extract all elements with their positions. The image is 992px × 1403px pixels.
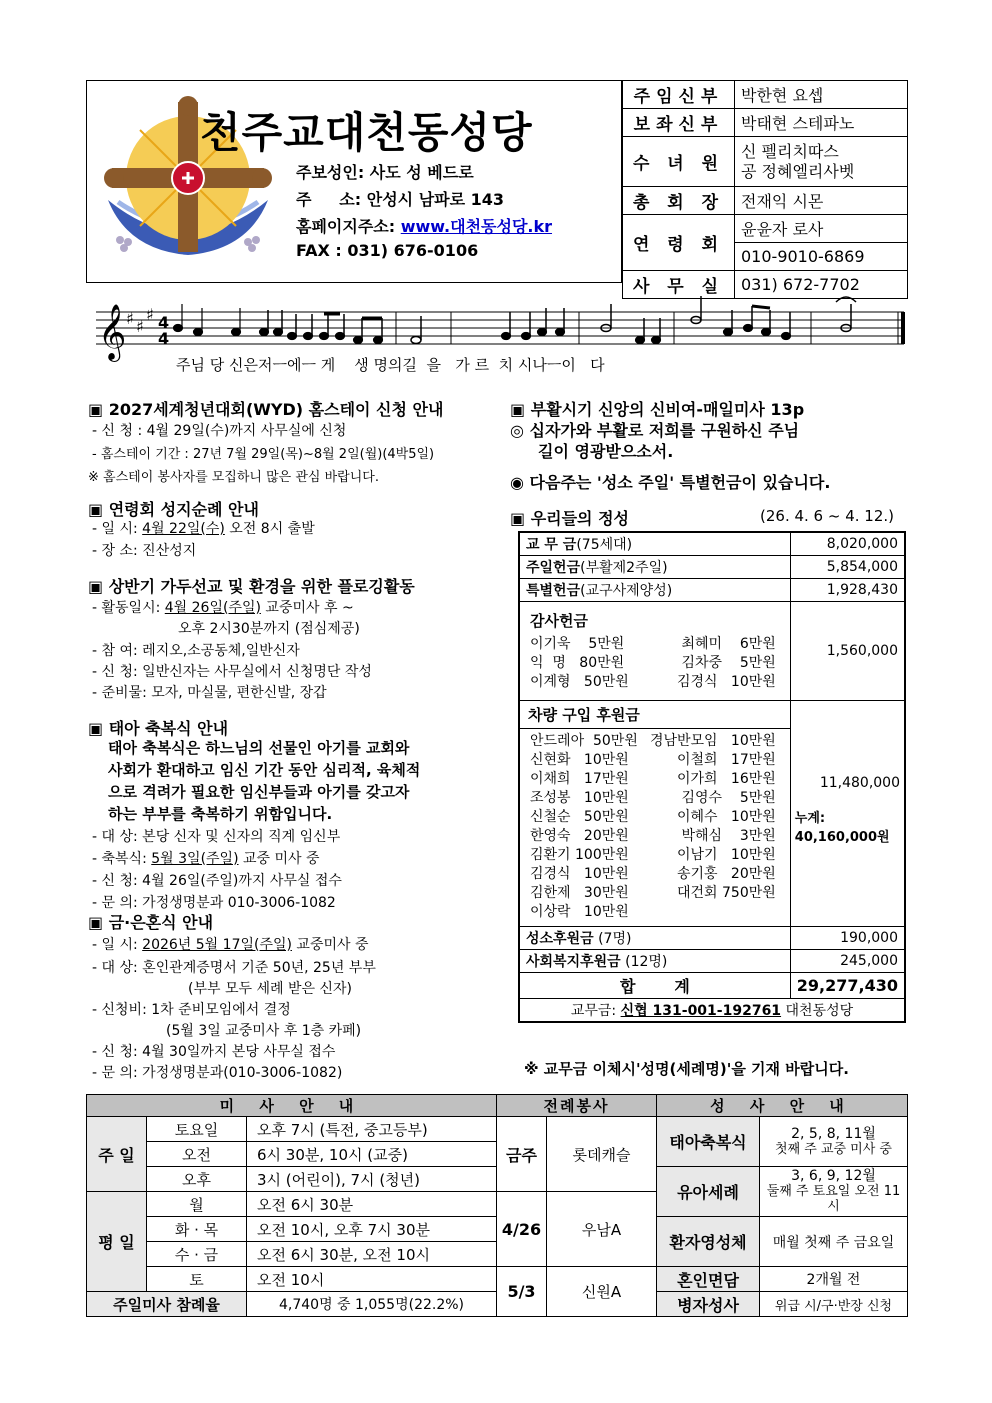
baby-desc-4: 하는 부부를 축복하기 위함입니다. bbox=[108, 805, 333, 823]
staff-name-block bbox=[735, 137, 908, 187]
staff-row bbox=[623, 109, 908, 137]
staff-table bbox=[622, 80, 908, 299]
prayer-line-1: ◎ 십자가와 부활로 저희를 구원하신 주님 bbox=[510, 421, 800, 440]
offering-label bbox=[519, 579, 790, 602]
wedding-date bbox=[92, 934, 369, 954]
car-amount: 11,480,000 bbox=[819, 775, 900, 791]
wyd-apply: - 신 청 : 4월 29일(수)까지 사무실에 신청 bbox=[92, 423, 347, 439]
welfare-amount: 245,000 bbox=[790, 950, 905, 973]
time: 교중미사 후 ~ bbox=[260, 600, 354, 616]
donor-row bbox=[530, 770, 776, 789]
offering-row bbox=[519, 999, 905, 1023]
wyd-title: ▣ 2027세계청년대회(WYD) 홈스테이 신청 안내 bbox=[88, 400, 444, 419]
baby-desc-2: 사회가 환대하고 임신 기간 동안 심리적, 육체적 bbox=[108, 761, 421, 779]
schedule-table bbox=[86, 1094, 908, 1317]
offering-row bbox=[519, 950, 905, 973]
mass-time: 오전 10시 bbox=[247, 1267, 497, 1292]
date: 4월 22일(수) bbox=[142, 521, 225, 537]
info1: 3, 6, 9, 12월 bbox=[791, 1168, 876, 1184]
offering-row bbox=[519, 579, 905, 602]
parish-name: 천주교대천동성당 bbox=[200, 108, 533, 157]
svg-text:♯: ♯ bbox=[136, 317, 144, 336]
car-block bbox=[519, 701, 790, 927]
mass-time: 오전 6시 30분 bbox=[247, 1192, 497, 1217]
baby-target: - 대 상: 본당 신자 및 신자의 직계 임신부 bbox=[92, 829, 341, 845]
welfare-label bbox=[519, 950, 790, 973]
account-number: 신협 131-001-192761 bbox=[620, 1003, 782, 1019]
staff-name: 공 정혜엘리사벳 bbox=[741, 161, 855, 181]
info1: 2, 5, 8, 11월 bbox=[791, 1125, 876, 1142]
label: 성소후원금 bbox=[526, 931, 594, 947]
staff-name: 박한현 요셉 bbox=[735, 81, 908, 109]
mass-day: 토요일 bbox=[147, 1117, 247, 1142]
donor-entry: 박해심 3만원 bbox=[681, 828, 776, 844]
label: - 일 시: bbox=[92, 937, 143, 953]
offering-amount: 5,854,000 bbox=[790, 556, 905, 579]
label: 특별헌금 bbox=[526, 583, 581, 599]
vocation-label bbox=[519, 927, 790, 950]
pilgrimage-place: - 장 소: 진산성지 bbox=[92, 543, 197, 559]
donor-entry: 이상락 10만원 bbox=[530, 904, 629, 920]
treble-clef: 𝄞 bbox=[98, 304, 127, 360]
mass-day: 수 · 금 bbox=[147, 1242, 247, 1267]
sacrament-name: 환자영성체 bbox=[657, 1217, 760, 1267]
donor-entry: 김한제 30만원 bbox=[530, 885, 629, 901]
plogging-end: 오후 2시30분까지 (점심제공) bbox=[178, 621, 360, 637]
donor-entry: 한영숙 20만원 bbox=[530, 828, 629, 844]
donor-row bbox=[530, 751, 776, 770]
donor-row bbox=[530, 673, 776, 692]
donor-entry: 김경식 10만원 bbox=[676, 674, 776, 690]
prayer-line-2: 길이 영광받으소서. bbox=[538, 442, 674, 461]
label: - 일 시: bbox=[92, 521, 143, 537]
offering-period: (26. 4. 6 ~ 4. 12.) bbox=[760, 507, 894, 525]
donor-entry: 신철순 50만원 bbox=[530, 809, 629, 825]
sacrament-info: 2개월 전 bbox=[760, 1267, 908, 1292]
donor-entry: 신현화 10만원 bbox=[530, 752, 629, 768]
serve-week: 5/3 bbox=[497, 1267, 547, 1317]
staff-name: 전재익 시몬 bbox=[735, 187, 908, 215]
donor-entry: 이기욱 5만원 bbox=[530, 636, 625, 652]
offering-row bbox=[519, 701, 905, 927]
wedding-anniv-title: ▣ 금·은혼식 안내 bbox=[88, 913, 214, 932]
baby-apply: - 신 청: 4월 26일(주일)까지 사무실 접수 bbox=[92, 873, 342, 889]
mass-header: 미 사 안 내 bbox=[87, 1095, 497, 1117]
donor-row bbox=[530, 789, 776, 808]
mass-day: 오전 bbox=[147, 1142, 247, 1167]
donor-entry: 이계형 50만원 bbox=[530, 674, 629, 690]
car-total-label: 누계: bbox=[794, 811, 826, 826]
serve-group: 우남A bbox=[547, 1192, 657, 1267]
donor-row bbox=[530, 846, 776, 865]
fax: FAX : 031) 676-0106 bbox=[296, 241, 479, 260]
donor-row bbox=[530, 808, 776, 827]
weekday-label: 평 일 bbox=[87, 1192, 147, 1292]
easter-reading: ▣ 부활시기 신앙의 신비여-매일미사 13p bbox=[510, 400, 805, 419]
donor-row bbox=[530, 884, 776, 903]
offering-row bbox=[519, 973, 905, 999]
sub: (부활제2주일) bbox=[580, 560, 668, 576]
pilgrimage-date bbox=[92, 518, 315, 538]
donor-entry: 경남반모임 10만원 bbox=[649, 733, 776, 749]
next-week-notice: ◉ 다음주는 '성소 주일' 특별헌금이 있습니다. bbox=[510, 473, 831, 492]
svg-text:♯: ♯ bbox=[146, 305, 154, 324]
staff-phone: 010-9010-6869 bbox=[735, 243, 908, 271]
donor-entry: 이가희 16만원 bbox=[676, 771, 776, 787]
time: 오전 8시 출발 bbox=[224, 521, 315, 537]
mass-time: 오전 6시 30분, 오전 10시 bbox=[247, 1242, 497, 1267]
offering-row bbox=[519, 556, 905, 579]
score-lyrics: 주님 당 신은저ㅡ에ㅡ 게 생 명의길 을 가 르 치 시나ㅡ이 다 bbox=[176, 356, 605, 374]
offering-row bbox=[519, 927, 905, 950]
donor-entry: 대건회 750만원 bbox=[676, 885, 776, 901]
sacrament-info bbox=[760, 1167, 908, 1217]
mass-day: 오후 bbox=[147, 1167, 247, 1192]
date: 4월 26일(주일) bbox=[164, 600, 261, 616]
staff-role: 총 회 장 bbox=[623, 187, 735, 215]
label: 사회복지후원금 bbox=[526, 954, 621, 970]
staff-row bbox=[623, 137, 908, 187]
donor-entry: 최혜미 6만원 bbox=[681, 636, 776, 652]
mass-time: 3시 (어린이), 7시 (청년) bbox=[247, 1167, 497, 1192]
plogging-participants: - 참 여: 레지오,소공동체,일반신자 bbox=[92, 643, 300, 659]
serve-week: 금주 bbox=[497, 1117, 547, 1192]
donor-row bbox=[530, 654, 776, 673]
sacrament-info bbox=[760, 1117, 908, 1167]
sacrament-name: 유아세례 bbox=[657, 1167, 760, 1217]
donor-entry: 김환기 100만원 bbox=[530, 847, 629, 863]
sub: (75세대) bbox=[576, 537, 633, 553]
label: - 활동일시: bbox=[92, 600, 165, 616]
plogging-date bbox=[92, 597, 354, 617]
sum-amount: 29,277,430 bbox=[790, 973, 905, 999]
wyd-note: ※ 홈스테이 봉사자를 모집하니 많은 관심 바랍니다. bbox=[88, 470, 379, 485]
donor-entry: 조성봉 10만원 bbox=[530, 790, 629, 806]
baby-date bbox=[92, 848, 320, 868]
offering-label bbox=[519, 556, 790, 579]
mass-time: 6시 30분, 10시 (교중) bbox=[247, 1142, 497, 1167]
wedding-contact: - 문 의: 가정생명분과(010-3006-1082) bbox=[92, 1065, 343, 1081]
wedding-target: - 대 상: 혼인관계증명서 기준 50년, 25년 부부 bbox=[92, 960, 376, 976]
account-line bbox=[519, 999, 905, 1023]
homepage-line bbox=[296, 214, 552, 237]
baby-desc-1: 태아 축복식은 하느님의 선물인 아기를 교회와 bbox=[108, 739, 410, 757]
donor-row bbox=[530, 635, 776, 654]
time: 교중미사 중 bbox=[291, 937, 369, 953]
offering-amount: 8,020,000 bbox=[790, 532, 905, 556]
donor-entry: 김차중 5만원 bbox=[681, 655, 776, 671]
offering-title: ▣ 우리들의 정성 bbox=[510, 509, 629, 528]
donor-row bbox=[530, 732, 776, 751]
mass-day: 화 · 목 bbox=[147, 1217, 247, 1242]
label: 주일헌금 bbox=[526, 560, 581, 576]
sacrament-name: 태아축복식 bbox=[657, 1117, 760, 1167]
staff-row bbox=[623, 187, 908, 215]
mass-day: 월 bbox=[147, 1192, 247, 1217]
homepage-label: 홈페이지주소: bbox=[296, 217, 396, 236]
plogging-apply: - 신 청: 일반신자는 사무실에서 신청명단 작성 bbox=[92, 664, 372, 680]
car-title: 차량 구입 후원금 bbox=[520, 701, 790, 729]
staff-row bbox=[623, 215, 908, 243]
offering-row bbox=[519, 532, 905, 556]
mass-day: 토 bbox=[147, 1267, 247, 1292]
thanks-amount: 1,560,000 bbox=[790, 602, 905, 701]
date: 5월 3일(주일) bbox=[151, 851, 239, 867]
pilgrimage-title: ▣ 연령회 성지순례 안내 bbox=[88, 500, 259, 519]
wedding-fee-note: (5월 3일 교중미사 후 1층 카페) bbox=[166, 1023, 362, 1039]
staff-role: 연 령 회 bbox=[623, 215, 735, 271]
label: 교무금: bbox=[570, 1003, 621, 1019]
donor-entry: 이철희 17만원 bbox=[676, 752, 776, 768]
info2: 둘째 주 토요일 오전 11시 bbox=[766, 1184, 901, 1214]
donor-entry: 이채희 17만원 bbox=[530, 771, 629, 787]
offering-amount: 1,928,430 bbox=[790, 579, 905, 602]
car-amount-cell bbox=[790, 701, 905, 927]
offering-label bbox=[519, 532, 790, 556]
staff-name: 박태현 스테파노 bbox=[735, 109, 908, 137]
patron-saint: 주보성인: 사도 성 베드로 bbox=[296, 163, 474, 182]
plogging-items: - 준비물: 모자, 마실물, 편한신발, 장갑 bbox=[92, 685, 327, 701]
donor-row bbox=[530, 865, 776, 884]
svg-text:4: 4 bbox=[158, 313, 170, 332]
serve-week: 4/26 bbox=[497, 1192, 547, 1267]
staff-role: 수 녀 원 bbox=[623, 137, 735, 187]
staff-name: 신 펠리치따스 bbox=[741, 141, 839, 161]
attendance-value: 4,740명 중 1,055명(22.2%) bbox=[247, 1292, 497, 1317]
address-label: 주 소: bbox=[296, 190, 362, 209]
attendance-label: 주일미사 참례율 bbox=[87, 1292, 247, 1317]
donor-row bbox=[530, 827, 776, 846]
label: - 축복식: bbox=[92, 851, 152, 867]
svg-text:♯: ♯ bbox=[126, 309, 134, 328]
donor-entry: 익 명 80만원 bbox=[530, 655, 625, 671]
sunday-label: 주 일 bbox=[87, 1117, 147, 1192]
sub: (교구사제양성) bbox=[580, 583, 673, 599]
info2: 첫째 주 교중 미사 중 bbox=[775, 1141, 892, 1157]
account-note: ※ 교무금 이체시'성명(세례명)'을 기재 바랍니다. bbox=[524, 1060, 849, 1078]
offering-row bbox=[519, 602, 905, 701]
offering-table bbox=[518, 531, 906, 1023]
sub: (12명) bbox=[625, 954, 668, 970]
thanks-title: 감사헌금 bbox=[530, 612, 588, 630]
wedding-fee: - 신청비: 1차 준비모임에서 결정 bbox=[92, 1002, 291, 1018]
donor-entry: 안드레아 50만원 bbox=[530, 733, 638, 749]
mass-time: 오후 7시 (특전, 중고등부) bbox=[247, 1117, 497, 1142]
donor-entry: 송기홍 20만원 bbox=[676, 866, 776, 882]
mass-time: 오전 10시, 오후 7시 30분 bbox=[247, 1217, 497, 1242]
staff-name: 윤윤자 로사 bbox=[735, 215, 908, 243]
sacrament-name: 병자성사 bbox=[657, 1292, 760, 1317]
thanks-list bbox=[530, 635, 776, 692]
staff-role: 주임신부 bbox=[623, 81, 735, 109]
sacrament-info: 위급 시/구·반장 신청 bbox=[760, 1292, 908, 1317]
owner: 대천동성당 bbox=[781, 1003, 854, 1019]
donor-entry: 이남기 10만원 bbox=[676, 847, 776, 863]
plogging-title: ▣ 상반기 가두선교 및 환경을 위한 플로깅활동 bbox=[88, 577, 415, 596]
music-score bbox=[86, 290, 908, 380]
wyd-period: - 홈스테이 기간 : 27년 7월 29일(목)~8월 2일(월)(4박5일) bbox=[92, 447, 435, 462]
staff-name: 031) 672-7702 bbox=[735, 271, 908, 299]
baby-contact: - 문 의: 가정생명분과 010-3006-1082 bbox=[92, 895, 336, 911]
donor-entry: 김경식 10만원 bbox=[530, 866, 629, 882]
baby-desc-3: 으로 격려가 필요한 임신부들과 아기를 갖고자 bbox=[108, 783, 410, 801]
serve-group: 신원A bbox=[547, 1267, 657, 1317]
label: 교 무 금 bbox=[526, 537, 577, 553]
baby-blessing-title: ▣ 태아 축복식 안내 bbox=[88, 719, 229, 738]
svg-text:4: 4 bbox=[158, 329, 170, 348]
staff-row bbox=[623, 81, 908, 109]
time: 교중 미사 중 bbox=[238, 851, 320, 867]
car-list bbox=[520, 729, 790, 926]
sacrament-header: 성 사 안 내 bbox=[657, 1095, 908, 1117]
car-total: 40,160,000원 bbox=[794, 830, 890, 845]
sum-label: 합 계 bbox=[519, 973, 790, 999]
thanks-block bbox=[519, 602, 790, 701]
donor-entry: 이혜수 10만원 bbox=[676, 809, 776, 825]
homepage-link[interactable]: www.대천동성당.kr bbox=[400, 217, 553, 236]
sacrament-name: 혼인면담 bbox=[657, 1267, 760, 1292]
serve-group: 롯데캐슬 bbox=[547, 1117, 657, 1192]
wedding-apply: - 신 청: 4월 30일까지 본당 사무실 접수 bbox=[92, 1044, 336, 1060]
donor-row bbox=[530, 903, 776, 922]
address-line bbox=[296, 187, 504, 210]
serve-header: 전례봉사 bbox=[497, 1095, 657, 1117]
sub: (7명) bbox=[598, 931, 632, 947]
staff-role: 사 무 실 bbox=[623, 271, 735, 299]
vocation-amount: 190,000 bbox=[790, 927, 905, 950]
date: 2026년 5월 17일(주일) bbox=[142, 937, 292, 953]
address: 안성시 남파로 143 bbox=[366, 190, 505, 209]
staff-role: 보좌신부 bbox=[623, 109, 735, 137]
wedding-target-note: (부부 모두 세례 받은 신자) bbox=[188, 981, 352, 997]
donor-entry: 김영수 5만원 bbox=[681, 790, 776, 806]
sacrament-info: 매월 첫째 주 금요일 bbox=[760, 1217, 908, 1267]
